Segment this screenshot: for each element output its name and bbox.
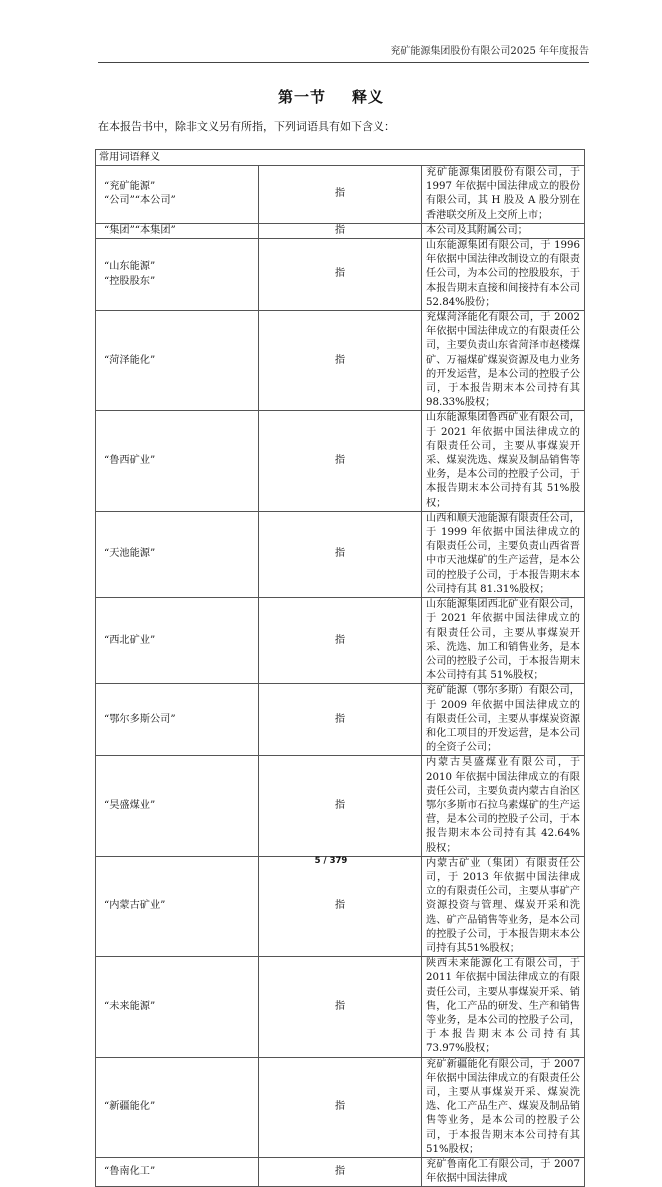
term-cell [96,598,259,684]
table-row [96,411,585,511]
table-row [96,166,585,224]
relation-cell: 指 [259,957,422,1057]
table-row [96,1057,585,1157]
definition-cell: 内蒙古矿业（集团）有限责任公司，于 2013 年依据中国法律成立的有限责任公司，主要从事矿产资源投资与管理、煤炭开采和洗选、矿产品销售等业务，是本公司的控股子公司，于本报告期末本公司持有其51%股权； [422,856,585,956]
term-cell [96,239,259,311]
term-cell [96,223,259,238]
term-cell [96,411,259,511]
table-row [96,957,585,1057]
definition-cell: 山西和顺天池能源有限责任公司，于 1999 年依据中国法律成立的有限责任公司，主要负责山西省晋中市天池煤矿的生产运营，是本公司的控股子公司，于本报告期末本公司持有其 81.31%股权； [422,511,585,597]
definition-cell: 山东能源集团有限公司，于 1996 年依据中国法律改制设立的有限责任公司，为本公司的控股股东，于本报告期末直接和间接持有本公司 52.84%股份； [422,239,585,311]
table-caption-row [96,150,585,166]
term: “天池能源” [104,548,156,560]
relation-cell: 指 [259,166,422,224]
term-cell [96,1158,259,1187]
table-row [96,223,585,238]
definition-cell: 山东能源集团鲁西矿业有限公司，于 2021 年依据中国法律成立的有限责任公司，主要从事煤炭开采、煤炭洗选、煤炭及制品销售等业务，是本公司的控股子公司，于本报告期末本公司持有其 51%股权； [422,411,585,511]
definition-cell: 陕西未来能源化工有限公司，于 2011 年依据中国法律成立的有限责任公司，主要从事煤炭开采、销售，化工产品的研发、生产和销售等业务，是本公司的控股子公司，于本报告期末本公司持有其 73.97%股权； [422,957,585,1057]
term: “鄂尔多斯公司” [104,713,176,725]
section-name: 释义 [352,88,385,106]
table-row [96,239,585,311]
table-row [96,1158,585,1187]
relation-cell: 指 [259,684,422,756]
term: “山东能源” [104,261,156,273]
term: “昊盛煤业” [104,799,156,811]
term-cell [96,756,259,856]
table-row [96,856,585,956]
term-cell [96,957,259,1057]
relation-cell: 指 [259,856,422,956]
term: “控股股东” [104,275,156,287]
definition-cell: 山东能源集团西北矿业有限公司，于 2021 年依据中国法律成立的有限责任公司，主要从事煤炭开采、洗选、加工和销售业务，是本公司的控股子公司，于本报告期末本公司持有其 51%股权； [422,598,585,684]
term: “菏泽能化” [104,354,156,366]
section-number: 第一节 [277,88,326,106]
definition-cell: 兖矿鲁南化工有限公司，于 2007 年依据中国法律成 [422,1158,585,1187]
relation-cell: 指 [259,223,422,238]
relation-cell: 指 [259,411,422,511]
table-row [96,598,585,684]
relation-cell: 指 [259,1158,422,1187]
definition-cell: 内蒙古昊盛煤业有限公司，于 2010 年依据中国法律成立的有限责任公司，主要负责内蒙古自治区鄂尔多斯市石拉乌素煤矿的生产运营，是本公司的控股子公司，于本报告期末本公司持有其 42.64%股权； [422,756,585,856]
term: “集团”“本集团” [104,224,176,236]
definition-cell: 兖矿能源（鄂尔多斯）有限公司，于 2009 年依据中国法律成立的有限责任公司，主要从事煤炭资源和化工项目的开发运营，是本公司的全资子公司； [422,684,585,756]
page-number: 5 / 379 [314,856,348,866]
term-cell [96,311,259,411]
glossary-table [95,149,585,1187]
table-row [96,684,585,756]
relation-cell: 指 [259,1057,422,1157]
term: “内蒙古矿业” [104,900,166,912]
table-row [96,311,585,411]
intro-paragraph: 在本报告书中，除非文义另有所指，下列词语具有如下含义： [98,120,395,133]
relation-cell: 指 [259,311,422,411]
section-title [0,86,662,107]
definition-cell: 兖矿新疆能化有限公司，于 2007 年依据中国法律成立的有限责任公司，主要从事煤炭开采、煤炭洗选、化工产品生产、煤炭及制品销售等业务，是本公司的控股子公司，于本报告期末本公司持有其 51%股权； [422,1057,585,1157]
term-cell [96,1057,259,1157]
term-cell [96,511,259,597]
relation-cell: 指 [259,511,422,597]
term: “鲁西矿业” [104,455,156,467]
running-title: 兖矿能源集团股份有限公司2025 年年度报告 [390,46,589,57]
definition-cell: 兖煤菏泽能化有限公司，于 2002 年依据中国法律成立的有限责任公司，主要负责山东省菏泽市赵楼煤矿、万福煤矿煤炭资源及电力业务的开发运营，是本公司的控股子公司，于本报告期末本公司持有其98.33%股权； [422,311,585,411]
definition-cell: 本公司及其附属公司； [422,223,585,238]
relation-cell: 指 [259,598,422,684]
term: “西北矿业” [104,634,156,646]
term: “公司”“本公司” [104,195,176,207]
term: “未来能源” [104,1000,156,1012]
term: “兖矿能源” [104,181,156,193]
relation-cell: 指 [259,239,422,311]
term-cell [96,684,259,756]
relation-cell: 指 [259,756,422,856]
term: “鲁南化工” [104,1166,156,1178]
term: “新疆能化” [104,1101,156,1113]
definition-cell: 兖矿能源集团股份有限公司，于 1997 年依据中国法律成立的股份有限公司，其 H 股及 A 股分别在香港联交所及上交所上市； [422,166,585,224]
term-cell [96,856,259,956]
table-row [96,756,585,856]
table-caption: 常用词语释义 [96,150,585,166]
term-cell [96,166,259,224]
table-row [96,511,585,597]
running-header [98,44,589,63]
